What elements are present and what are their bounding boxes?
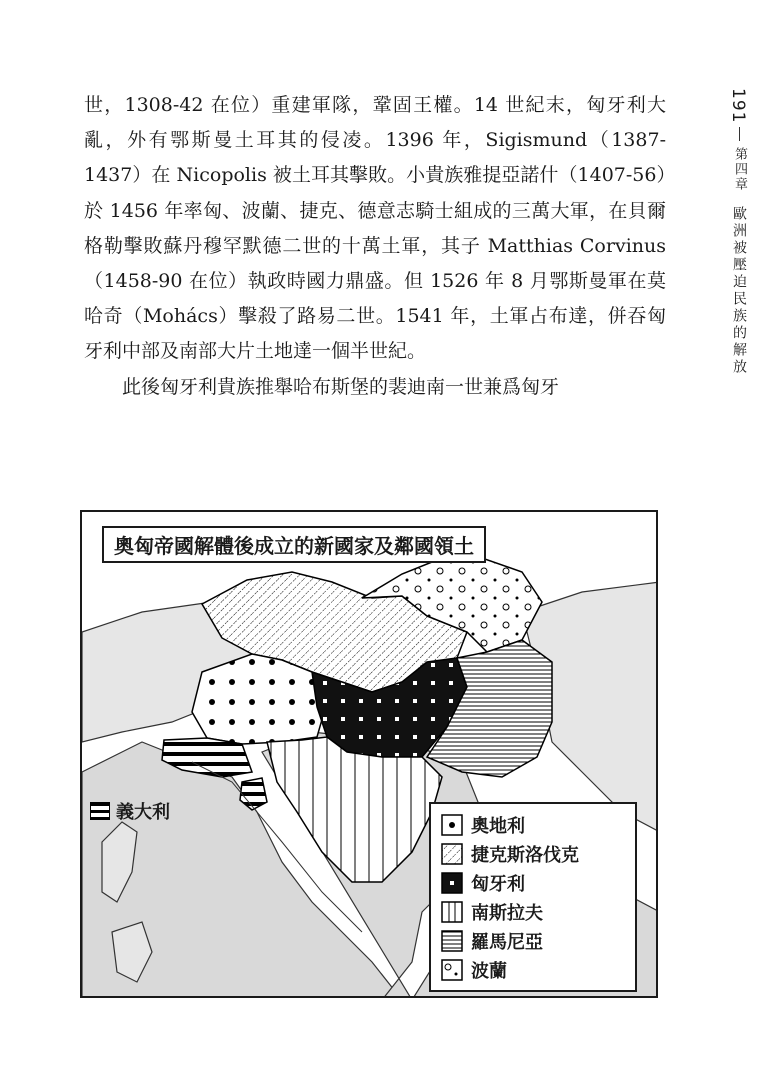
chapter-title: 歐洲被壓迫民族的解放 bbox=[731, 206, 747, 377]
legend-swatch-yugoslavia bbox=[441, 901, 463, 923]
map-figure bbox=[80, 510, 658, 998]
legend-item-romania bbox=[441, 926, 625, 955]
legend-swatch-poland bbox=[441, 959, 463, 981]
paragraph: 世，1308-42 在位）重建軍隊，鞏固王權。14 世紀末，匈牙利大亂，外有鄂斯曼土耳其的侵凌。1396 年，Sigismund（1387-1437）在 Nicopolis 被土耳其擊敗。小貴族雅提亞諾什（1407-56）於 1456 年率匈、波蘭、捷克、德意志騎士組成的三萬大軍，在貝爾格勒擊敗蘇丹穆罕默德二世的十萬土軍，其子 Matthias Corvinus（1458-90 在位）執政時國力鼎盛。但 1526 年 8 月鄂斯曼軍在莫哈奇（Mohács）擊殺了路易二世。1541 年，土軍占布達，併吞匈牙利中部及南部大片土地達一個半世紀。 bbox=[84, 94, 666, 363]
legend-label: 波蘭 bbox=[471, 960, 507, 982]
chapter-label: 第四章 bbox=[732, 147, 747, 193]
legend-swatch-czechoslovakia bbox=[441, 843, 463, 865]
legend-label: 南斯拉夫 bbox=[471, 902, 543, 924]
italy-label-text: 義大利 bbox=[116, 802, 170, 823]
italy-swatch bbox=[90, 802, 110, 820]
figure-title: 奧匈帝國解體後成立的新國家及鄰國領土 bbox=[102, 526, 486, 563]
paragraph: 此後匈牙利貴族推舉哈布斯堡的裴迪南一世兼爲匈牙 bbox=[122, 375, 560, 398]
header-divider bbox=[739, 127, 740, 141]
italy-label bbox=[90, 798, 170, 824]
legend-item-czechoslovakia bbox=[441, 839, 625, 868]
legend-label: 奧地利 bbox=[471, 815, 525, 837]
legend-label: 羅馬尼亞 bbox=[471, 931, 543, 953]
legend-label: 捷克斯洛伐克 bbox=[471, 844, 579, 866]
legend-swatch-hungary bbox=[441, 872, 463, 894]
legend-item-austria bbox=[441, 810, 625, 839]
legend-item-poland bbox=[441, 955, 625, 984]
legend-swatch-romania bbox=[441, 930, 463, 952]
legend-swatch-austria bbox=[441, 814, 463, 836]
running-header bbox=[727, 88, 751, 376]
legend-label: 匈牙利 bbox=[471, 873, 525, 895]
map-legend bbox=[429, 802, 637, 992]
body-text bbox=[84, 88, 666, 405]
legend-item-yugoslavia bbox=[441, 897, 625, 926]
page-number: 191 bbox=[728, 88, 748, 124]
legend-item-hungary bbox=[441, 868, 625, 897]
